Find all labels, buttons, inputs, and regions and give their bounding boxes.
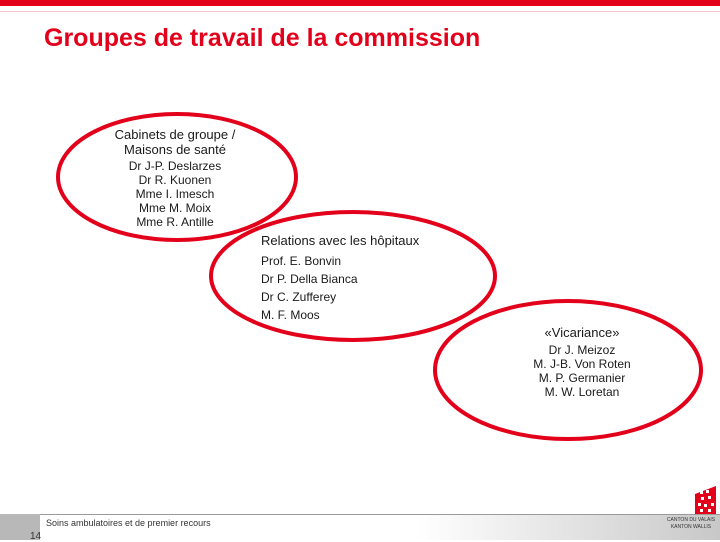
member: M. W. Loretan <box>544 385 620 399</box>
member: M. F. Moos <box>261 308 320 322</box>
group-vicariance <box>482 325 682 399</box>
group-title-line: Cabinets de groupe / <box>114 127 236 142</box>
logo-caption-line: CANTON DU VALAIS <box>666 517 716 523</box>
footer-divider <box>0 514 720 515</box>
member: Dr C. Zufferey <box>261 290 337 304</box>
member: Dr R. Kuonen <box>138 173 212 187</box>
page-title: Groupes de travail de la commission <box>44 24 481 52</box>
group-title <box>261 233 481 248</box>
group-title-line: Maisons de santé <box>124 142 226 157</box>
member: Dr P. Della Bianca <box>261 272 358 286</box>
logo-caption-line: KANTON WALLIS <box>670 524 712 530</box>
member: Prof. E. Bonvin <box>261 254 342 268</box>
group-title <box>60 127 290 157</box>
group-title-line: Relations avec les hôpitaux <box>261 233 420 248</box>
footer-text: Soins ambulatoires et de premier recours <box>46 518 211 528</box>
logo-caption <box>663 517 719 531</box>
group-title <box>482 325 682 340</box>
member-list <box>482 343 682 399</box>
member-list <box>261 252 481 324</box>
member: Dr J-P. Deslarzes <box>128 159 222 173</box>
group-title-line: «Vicariance» <box>544 325 620 340</box>
group-hopitaux <box>261 233 481 324</box>
member: Dr J. Meizoz <box>548 343 616 357</box>
member: Mme R. Antille <box>136 215 214 229</box>
group-cabinets <box>60 127 290 229</box>
member: M. P. Germanier <box>538 371 626 385</box>
member-list <box>60 159 290 229</box>
canton-logo-icon <box>664 476 718 516</box>
page-number: 14 <box>30 531 42 542</box>
member: Mme I. Imesch <box>135 187 215 201</box>
member: Mme M. Moix <box>139 201 211 215</box>
member: M. J-B. Von Roten <box>533 357 631 371</box>
